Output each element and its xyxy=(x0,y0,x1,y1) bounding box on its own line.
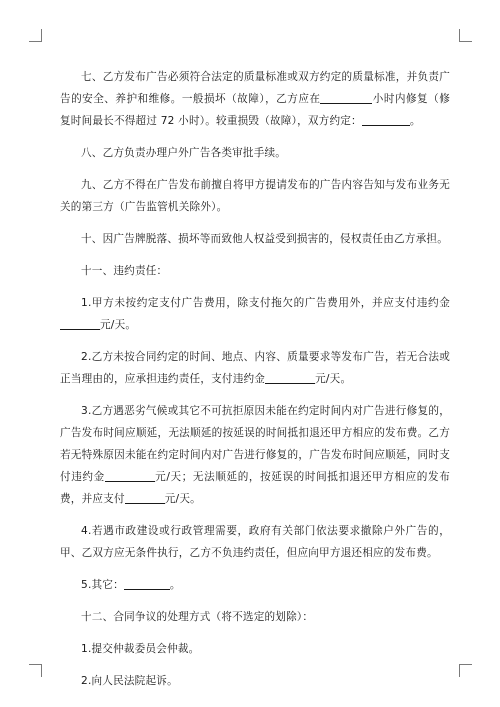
clause-text: 元/天。 xyxy=(164,493,201,505)
clause-text: 5.其它： xyxy=(81,579,124,591)
clause-text: 八、乙方负责办理户外广告各类审批手续。 xyxy=(81,147,287,159)
fill-in-blank xyxy=(320,91,372,104)
clause-text: 元/天；无法顺延的，按延误的时间抵扣退还甲方相应的发布费，并应支付 xyxy=(60,471,450,505)
clause-paragraph xyxy=(60,346,450,390)
clause-paragraph xyxy=(60,400,450,510)
clause-paragraph xyxy=(60,228,450,250)
crop-mark-bottom-left xyxy=(29,664,42,677)
clause-paragraph xyxy=(60,574,450,596)
clause-text: 1.甲方未按约定支付广告费用，除支付拖欠的广告费用外，并应支付违约金 xyxy=(81,297,450,309)
clause-text: 十一、违约责任： xyxy=(81,265,168,277)
fill-in-blank xyxy=(124,577,170,590)
fill-in-blank xyxy=(265,371,315,384)
clause-paragraph xyxy=(60,638,450,660)
crop-mark-top-left xyxy=(29,29,42,42)
clause-text: 七、乙方发布广告必须符合法定的质量标准或双方约定的质量标准，并负责广告的安全、养护和维修。一般损坏（故障），乙方应在 xyxy=(60,71,450,105)
clause-text: 十二、合同争议的处理方式（将不选定的划除）： xyxy=(81,611,314,623)
fill-in-blank xyxy=(105,469,155,482)
fill-in-blank xyxy=(362,113,410,126)
clause-text: 。 xyxy=(169,579,181,591)
clause-paragraph xyxy=(60,174,450,218)
clause-paragraph xyxy=(60,260,450,282)
document-body xyxy=(60,66,450,702)
crop-mark-top-right xyxy=(459,29,472,42)
clause-paragraph xyxy=(60,66,450,132)
clause-text: 小时内修复（修复时间最长不得超过 72 小时）。较重损毁（故障），双方约定： xyxy=(60,93,451,127)
fill-in-blank xyxy=(125,491,165,504)
clause-text: 元/天。 xyxy=(315,373,352,385)
crop-mark-bottom-right xyxy=(459,664,472,677)
clause-text: 4.若遇市政建设或行政管理需要，政府有关部门依法要求撤除户外广告的，甲、乙双方应无条件执行，乙方不负违约责任，但应向甲方退还相应的发布费。 xyxy=(60,525,450,559)
clause-text: 。 xyxy=(409,115,421,127)
clause-text: 十、因广告牌脱落、损坏等而致他人权益受到损害的，侵权责任由乙方承担。 xyxy=(81,233,448,245)
clause-paragraph xyxy=(60,292,450,336)
clause-paragraph xyxy=(60,670,450,692)
clause-text: 1.提交仲裁委员会仲裁。 xyxy=(81,643,200,655)
clause-paragraph xyxy=(60,142,450,164)
clause-paragraph xyxy=(60,520,450,564)
clause-text: 3.乙方遇恶劣气候或其它不可抗拒原因未能在约定时间内对广告进行修复的，广告发布时间应顺延，无法顺延的按延误的时间抵扣退还甲方相应的发布费。乙方若无特殊原因未能在约定时间内对广告进行修复的，广告发布时间应顺延，同时支付违约金 xyxy=(60,405,450,483)
clause-text: 九、乙方不得在广告发布前擅自将甲方提请发布的广告内容告知与发布业务无关的第三方（广告监管机关除外）。 xyxy=(60,179,450,213)
fill-in-blank xyxy=(60,317,100,330)
clause-text: 2.向人民法院起诉。 xyxy=(81,675,178,687)
clause-text: 元/天。 xyxy=(100,319,137,331)
clause-paragraph xyxy=(60,606,450,628)
clause-text: 2.乙方未按合同约定的时间、地点、内容、质量要求等发布广告，若无合法或正当理由的，应承担违约责任，支付违约金 xyxy=(60,351,450,385)
